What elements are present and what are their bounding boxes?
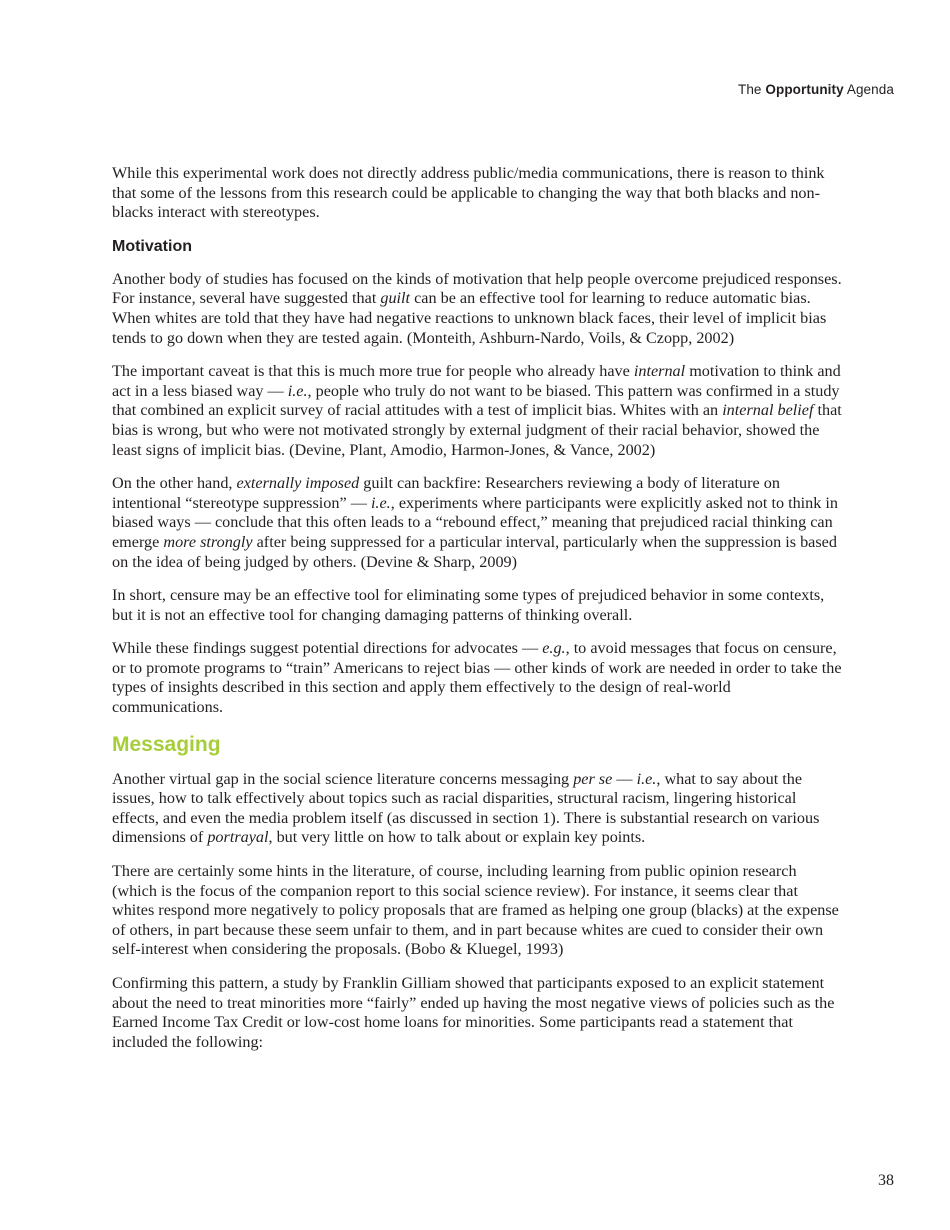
emphasis-internal: internal bbox=[633, 362, 686, 381]
emphasis-more-strongly: more strongly bbox=[163, 532, 253, 551]
emphasis-portrayal: portrayal bbox=[207, 828, 269, 847]
motivation-heading: Motivation bbox=[112, 237, 192, 255]
running-header bbox=[738, 82, 894, 97]
text-run: can be an effective tool for learning to reduce automatic bias. When whites are told that they have had negative reactions to unknown black faces, their level of implicit bias tends to go down when they are tested again. (Monteith, Ashburn-Nardo, Voils, & Czopp, 2002) bbox=[112, 289, 827, 347]
page-number: 38 bbox=[878, 1172, 894, 1189]
header-prefix: The bbox=[737, 82, 766, 97]
paragraph-gilliam: Confirming this pattern, a study by Franklin Gilliam showed that participants exposed to an explicit statement about the need to treat minorities more “fairly” ended up having the most negative views of policies such as the Earned Income Tax Credit or low-cost home loans for minorities. Some participants read a statement that included the following: bbox=[112, 974, 835, 1051]
text-run: — bbox=[612, 769, 637, 788]
paragraph-hints: There are certainly some hints in the literature, of course, including learning from public opinion research (which is the focus of the companion report to this social science review). For instance, it seems clear that whites respond more negatively to policy proposals that are framed as helping one group (blacks) at the expense of others, in part because these seem unfair to them, and in part because whites are cued to consider their own self-interest when considering the proposals. (Bobo & Kluegel, 1993) bbox=[112, 862, 839, 959]
paragraph-messaging-gap bbox=[112, 770, 842, 848]
emphasis-ie: i.e. bbox=[370, 493, 391, 512]
emphasis-ie: i.e. bbox=[636, 769, 657, 788]
text-run: , experiments where participants were explicitly asked not to think in biased ways — conclude that this often leads to a “rebound effect,” meaning that prejudiced racial thinking can emerge bbox=[112, 493, 838, 551]
text-run: The important caveat is that this is much more true for people who already have bbox=[112, 362, 634, 381]
text-run: , people who truly do not want to be biased. This pattern was confirmed in a study that combined an explicit survey of racial attitudes with a test of implicit bias. Whites with an bbox=[112, 381, 840, 420]
text-run: Another body of studies has focused on the kinds of motivation that help people overcome prejudiced responses. For instance, several have suggested that bbox=[112, 269, 842, 308]
paragraph-censure: In short, censure may be an effective tool for eliminating some types of prejudiced behavior in some contexts, but it is not an effective tool for changing damaging patterns of thinking overall. bbox=[112, 586, 825, 624]
messaging-heading: Messaging bbox=[112, 732, 221, 756]
paragraph-guilt bbox=[112, 270, 842, 348]
paragraph-findings bbox=[112, 639, 842, 717]
text-run: , to avoid messages that focus on censure, or to promote programs to “train” Americans to reject bias — other kinds of work are needed in order to take the types of insights described in this section and apply them effectively to the design of real-world communications. bbox=[112, 639, 842, 717]
text-run: Another virtual gap in the social science literature concerns messaging bbox=[112, 769, 574, 788]
text-run: after being suppressed for a particular interval, particularly when the suppression is based on the idea of being judged by others. (Devine & Sharp, 2009) bbox=[112, 532, 837, 571]
text-run: guilt can backfire: Researchers reviewing a body of literature on intentional “stereotype suppression” — bbox=[112, 474, 780, 512]
paragraph-backfire bbox=[112, 474, 842, 572]
paragraph-intro: While this experimental work does not directly address public/media communications, there is reason to think that some of the lessons from this research could be applicable to changing the way that both blacks and non-blacks interact with stereotypes. bbox=[112, 164, 825, 222]
header-suffix: Agenda bbox=[843, 82, 894, 97]
text-run: , what to say about the issues, how to talk effectively about topics such as racial disparities, structural racism, lingering historical effects, and even the media problem itself (as discussed in section 1). There is substantial research on various dimensions of bbox=[112, 769, 820, 847]
emphasis-internal-belief: internal belief bbox=[722, 401, 814, 420]
text-run: While these findings suggest potential directions for advocates — bbox=[112, 639, 543, 658]
header-brand: Opportunity bbox=[765, 82, 844, 97]
page-content bbox=[112, 164, 842, 1066]
emphasis-eg: e.g. bbox=[542, 639, 566, 658]
paragraph-caveat bbox=[112, 362, 842, 460]
text-run: motivation to think and act in a less biased way — bbox=[112, 362, 841, 400]
text-run: , but very little on how to talk about or explain key points. bbox=[268, 828, 646, 847]
text-run: On the other hand, bbox=[112, 474, 237, 493]
text-run: that bias is wrong, but who were not motivated strongly by external judgment of their racial behavior, showed the least signs of implicit bias. (Devine, Plant, Amodio, Harmon-Jones, & Vance, 2002) bbox=[112, 401, 842, 459]
emphasis-per-se: per se bbox=[573, 769, 613, 788]
emphasis-externally-imposed: externally imposed bbox=[236, 474, 360, 493]
emphasis-guilt: guilt bbox=[380, 289, 411, 308]
emphasis-ie: i.e. bbox=[287, 381, 308, 400]
